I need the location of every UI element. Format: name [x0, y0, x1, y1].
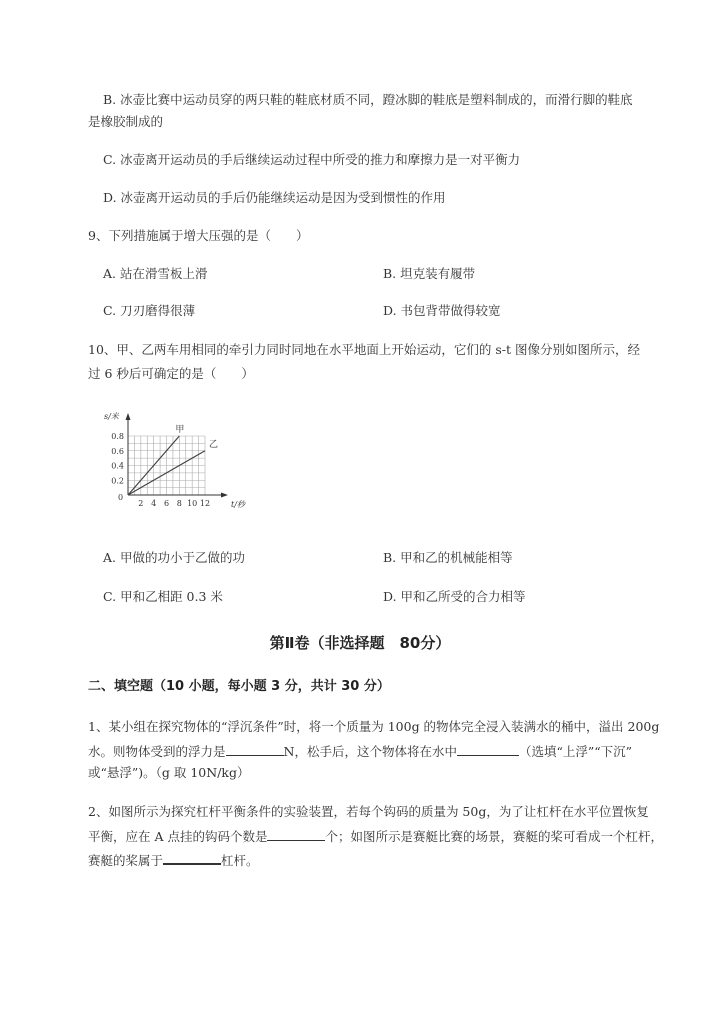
- fill2-text-b: 个；如图所示是赛艇比赛的场景，赛艇的桨可看成一个杠杆，: [325, 829, 663, 844]
- fill1-line3: 或“悬浮”)。（g 取 10N/kg）: [88, 765, 250, 780]
- s-t-graph: [90, 410, 250, 520]
- y-tick-label: 0.8: [111, 432, 124, 441]
- fill1-text-c: （选填“上浮”“下沉”: [518, 744, 633, 759]
- q10-stem: 10、甲、乙两车用相同的牵引力同时同地在水平地面上开始运动，它们的 s-t 图像分别如图所示，经: [88, 342, 641, 357]
- fill2-line2: [88, 828, 663, 845]
- x-tick-label: 12: [199, 499, 211, 508]
- q8-option-b: B. 冰壶比赛中运动员穿的两只鞋的鞋底材质不同，蹬冰脚的鞋底是塑料制成的，而滑行脚的鞋底: [103, 92, 633, 107]
- x-axis-label: t/秒: [231, 500, 245, 509]
- q8-option-d: D. 冰壶离开运动员的手后仍能继续运动是因为受到惯性的作用: [103, 190, 446, 205]
- q9-option-c: C. 刀刃磨得很薄: [103, 303, 196, 318]
- section-heading: 二、填空题（10 小题，每小题 3 分，共计 30 分）: [88, 679, 390, 694]
- q8-option-c: C. 冰壶离开运动员的手后继续运动过程中所受的推力和摩擦力是一对平衡力: [103, 152, 521, 167]
- q9-stem: 9、下列措施属于增大压强的是（ ）: [88, 228, 309, 243]
- y-tick-label: 0.2: [111, 476, 124, 486]
- y-tick-label: 0.4: [111, 461, 124, 471]
- origin-label: 0: [118, 493, 124, 502]
- q9-option-a: A. 站在滑雪板上滑: [103, 266, 208, 281]
- q10-option-d: D. 甲和乙所受的合力相等: [383, 589, 526, 604]
- answer-blank-3[interactable]: [267, 828, 325, 841]
- answer-blank-1[interactable]: [226, 743, 284, 756]
- q10-option-c: C. 甲和乙相距 0.3 米: [103, 589, 223, 604]
- fill2-line3: [88, 851, 259, 869]
- q10-stem-cont: 过 6 秒后可确定的是（ ）: [88, 366, 254, 381]
- q9-option-b: B. 坦克装有履带: [383, 266, 476, 281]
- fill2-text-a: 平衡，应在 A 点挂的钩码个数是: [88, 829, 268, 844]
- fill1-line2: [88, 743, 632, 760]
- x-tick-label: 8: [176, 499, 182, 508]
- part2-title: 第Ⅱ卷（非选择题 80分）: [269, 634, 451, 652]
- x-tick-label: 4: [151, 499, 157, 508]
- answer-blank-2[interactable]: [457, 743, 519, 756]
- q9-option-d: D. 书包背带做得较宽: [383, 303, 501, 318]
- y-axis-label: s/米: [104, 412, 119, 421]
- y-axis-arrow-icon: [126, 413, 131, 420]
- q10-option-a: A. 甲做的功小于乙做的功: [103, 550, 245, 565]
- fill1-line1: 1、某小组在探究物体的“浮沉条件”时，将一个质量为 100g 的物体完全浸入装满水的桶中，溢出 200g: [88, 719, 660, 734]
- q8-option-b-cont: 是橡胶制成的: [88, 114, 164, 129]
- x-tick-label: 10: [187, 499, 198, 508]
- answer-blank-4[interactable]: [163, 851, 221, 865]
- fill2-text-b3: 杠杆。: [221, 853, 259, 868]
- x-tick-label: 2: [138, 499, 144, 508]
- x-tick-label: 6: [163, 499, 170, 508]
- fill2-line1: 2、如图所示为探究杠杆平衡条件的实验装置，若每个钩码的质量为 50g，为了让杠杆在水平位置恢复: [88, 804, 649, 819]
- series-label-1: 乙: [209, 439, 219, 450]
- series-label-0: 甲: [175, 425, 185, 435]
- x-axis-arrow-icon: [221, 493, 228, 498]
- y-tick-label: 0.6: [111, 446, 124, 456]
- fill1-text-b: N，松手后，这个物体将在水中: [283, 744, 457, 759]
- fill1-text-a: 水。则物体受到的浮力是: [88, 744, 226, 759]
- fill2-text-a3: 赛艇的桨属于: [88, 853, 164, 868]
- q10-option-b: B. 甲和乙的机械能相等: [383, 550, 513, 565]
